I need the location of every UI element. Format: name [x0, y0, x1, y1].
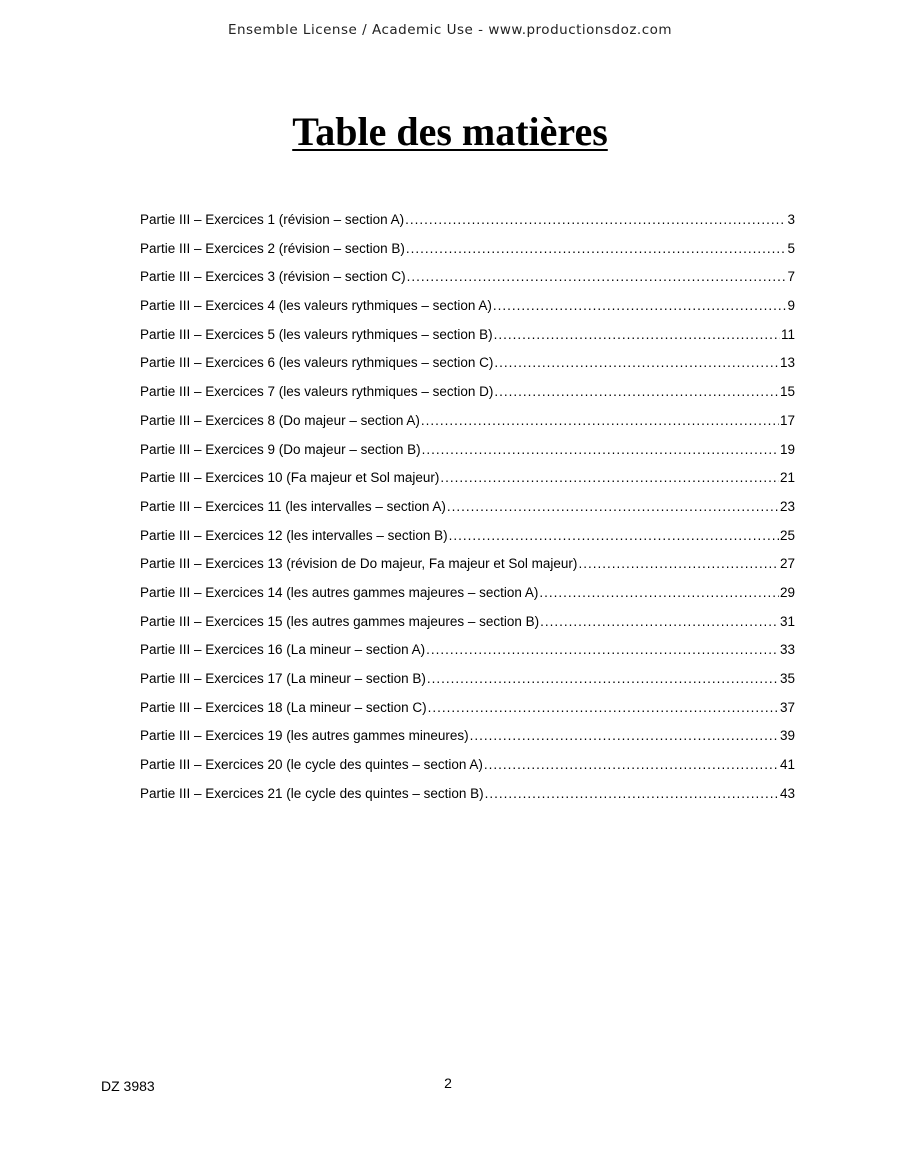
toc-entry-label: Partie III – Exercices 16 (La mineur – section A)	[140, 642, 426, 658]
toc-entry-page: 33	[779, 642, 795, 658]
toc-entry-label: Partie III – Exercices 20 (le cycle des quintes – section A)	[140, 757, 483, 773]
toc-entry-page: 27	[779, 556, 795, 572]
toc-entry-page: 9	[787, 298, 795, 314]
page-title	[0, 108, 900, 155]
toc-entry[interactable]	[140, 614, 795, 643]
toc-dot-leader	[426, 642, 779, 657]
toc-entry-page: 31	[779, 613, 795, 629]
toc-entry-label: Partie III – Exercices 1 (révision – section A)	[140, 212, 405, 227]
toc-dot-leader	[578, 556, 779, 571]
toc-entry[interactable]	[140, 499, 795, 528]
toc-entry-label: Partie III – Exercices 7 (les valeurs rythmiques – section D)	[140, 384, 494, 400]
toc-dot-leader	[493, 298, 787, 313]
license-header: Ensemble License / Academic Use - www.productionsdoz.com	[227, 22, 673, 38]
toc-dot-leader	[440, 470, 779, 485]
toc-entry-label: Partie III – Exercices 19 (les autres gammes mineures)	[140, 728, 469, 744]
toc-entry[interactable]	[140, 384, 795, 413]
toc-entry-label: Partie III – Exercices 17 (La mineur – section B)	[140, 671, 426, 686]
toc-entry-page: 25	[779, 527, 795, 543]
toc-dot-leader	[422, 442, 779, 457]
toc-entry[interactable]	[140, 355, 795, 384]
toc-dot-leader	[494, 327, 780, 342]
toc-dot-leader	[539, 585, 779, 600]
toc-entry-label: Partie III – Exercices 8 (Do majeur – section A)	[140, 412, 420, 428]
toc-entry-label: Partie III – Exercices 9 (Do majeur – section B)	[140, 441, 421, 457]
toc-entry-label: Partie III – Exercices 5 (les valeurs rythmiques – section B)	[140, 326, 493, 342]
toc-entry-page: 13	[779, 355, 795, 371]
toc-entry[interactable]	[140, 585, 795, 614]
toc-entry-label: Partie III – Exercices 2 (révision – section B)	[140, 240, 405, 256]
toc-entry[interactable]	[140, 269, 795, 298]
document-code: DZ 3983	[101, 1078, 155, 1094]
toc-entry-page: 11	[780, 326, 795, 342]
toc-entry-page: 19	[779, 441, 795, 457]
toc-entry[interactable]	[140, 298, 795, 327]
toc-entry-page: 41	[779, 757, 795, 773]
toc-entry[interactable]	[140, 642, 795, 671]
toc-entry[interactable]	[140, 728, 795, 757]
toc-entry-page: 3	[787, 212, 795, 227]
toc-entry-label: Partie III – Exercices 15 (les autres gammes majeures – section B)	[140, 613, 540, 629]
page-title-text: Table des matières	[292, 109, 608, 154]
toc-entry-page: 35	[779, 671, 795, 686]
toc-entry-label: Partie III – Exercices 18 (La mineur – section C)	[140, 699, 427, 715]
toc-entry[interactable]	[140, 757, 795, 786]
toc-entry-page: 21	[779, 470, 795, 486]
toc-entry[interactable]	[140, 671, 795, 700]
toc-entry-label: Partie III – Exercices 11 (les intervalles – section A)	[140, 498, 446, 514]
toc-entry-label: Partie III – Exercices 14 (les autres gammes majeures – section A)	[140, 584, 539, 600]
toc-entry[interactable]	[140, 327, 795, 356]
toc-entry[interactable]	[140, 442, 795, 471]
toc-entry-page: 5	[787, 240, 795, 256]
toc-entry[interactable]	[140, 212, 795, 241]
toc-entry-page: 43	[779, 785, 795, 801]
toc-dot-leader	[470, 728, 779, 743]
toc-entry-page: 7	[787, 269, 795, 285]
table-of-contents	[140, 212, 795, 814]
toc-dot-leader	[449, 528, 779, 543]
toc-dot-leader	[485, 786, 779, 801]
toc-dot-leader	[427, 671, 779, 686]
toc-entry[interactable]	[140, 413, 795, 442]
toc-entry-label: Partie III – Exercices 6 (les valeurs rythmiques – section C)	[140, 355, 494, 371]
toc-entry-page: 17	[779, 412, 795, 428]
toc-entry[interactable]	[140, 700, 795, 729]
toc-entry-page: 23	[779, 498, 795, 514]
toc-entry[interactable]	[140, 470, 795, 499]
page-number: 2	[444, 1075, 452, 1091]
toc-entry-page: 39	[779, 728, 795, 744]
toc-entry-label: Partie III – Exercices 3 (révision – section C)	[140, 269, 406, 285]
toc-entry-page: 37	[779, 699, 795, 715]
toc-entry-label: Partie III – Exercices 10 (Fa majeur et Sol majeur)	[140, 470, 440, 486]
toc-entry-label: Partie III – Exercices 4 (les valeurs rythmiques – section A)	[140, 298, 492, 314]
toc-entry-page: 15	[779, 384, 795, 400]
toc-entry[interactable]	[140, 528, 795, 557]
toc-dot-leader	[494, 384, 779, 399]
toc-entry-page: 29	[779, 584, 795, 600]
toc-entry[interactable]	[140, 241, 795, 270]
toc-entry-label: Partie III – Exercices 12 (les intervalles – section B)	[140, 527, 448, 543]
toc-dot-leader	[405, 212, 786, 227]
toc-dot-leader	[421, 413, 779, 428]
toc-dot-leader	[484, 757, 779, 772]
toc-dot-leader	[407, 269, 787, 284]
toc-entry-label: Partie III – Exercices 13 (révision de Do majeur, Fa majeur et Sol majeur)	[140, 556, 578, 572]
toc-dot-leader	[494, 355, 779, 370]
toc-entry-label: Partie III – Exercices 21 (le cycle des quintes – section B)	[140, 785, 484, 801]
toc-dot-leader	[428, 700, 779, 715]
toc-entry[interactable]	[140, 556, 795, 585]
toc-dot-leader	[540, 614, 779, 629]
toc-entry[interactable]	[140, 786, 795, 815]
toc-dot-leader	[406, 241, 787, 256]
toc-dot-leader	[447, 499, 779, 514]
